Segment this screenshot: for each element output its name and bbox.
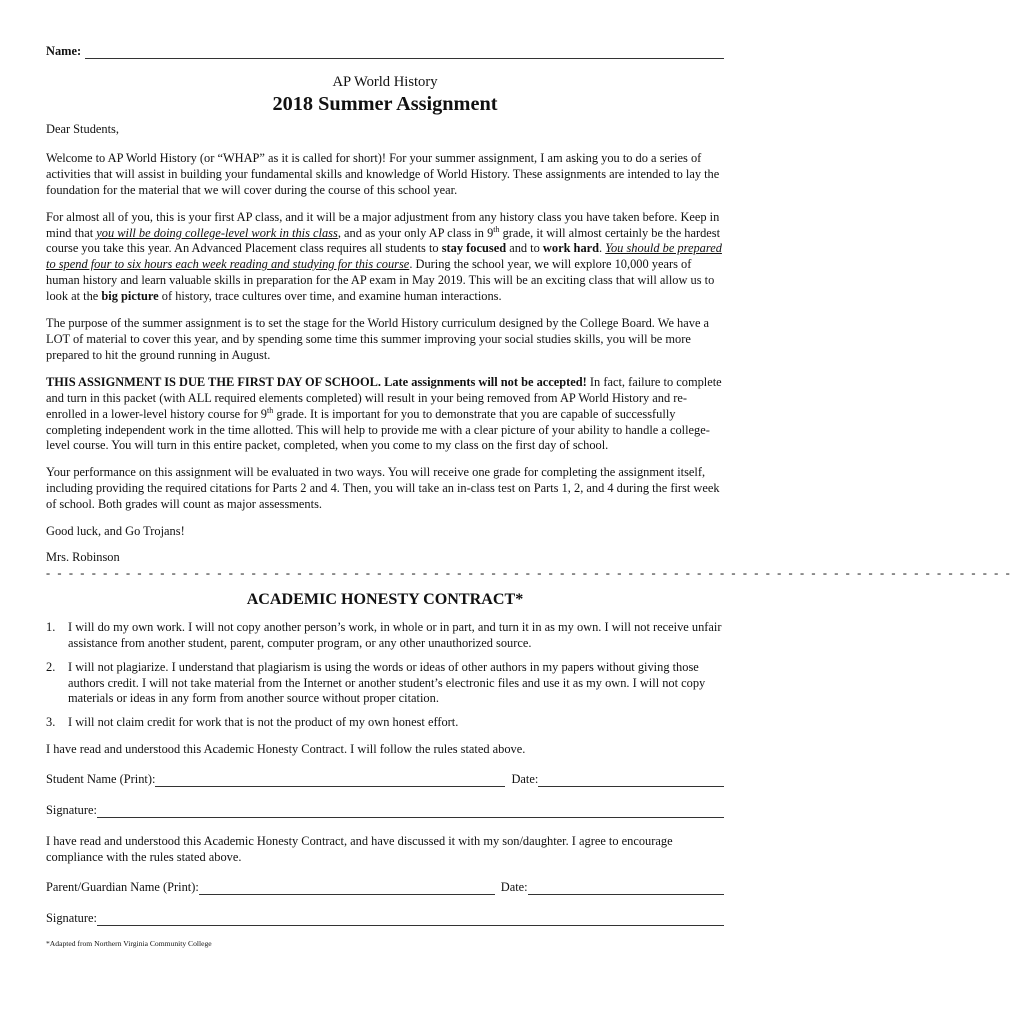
teacher-signoff: Mrs. Robinson (46, 549, 120, 564)
study-hours-emphasis: You should be prepared to spend four to six hours each week reading and studying for this course (46, 241, 722, 272)
footnote: *Adapted from Northern Virginia Community College (46, 939, 212, 948)
college-level-emphasis: you will be doing college-level work in this class (96, 225, 338, 240)
parent-date-label: Date: (500, 880, 528, 894)
salutation: Dear Students, (46, 122, 119, 136)
parent-signature-label: Signature: (46, 911, 97, 925)
student-date-label: Date: (511, 772, 539, 787)
parent-acknowledgement: I have read and understood this Academic Honesty Contract, and have discussed it with my son/daughter. I agree to encourage compliance with the rules stated above. (46, 834, 673, 865)
parent-name-field[interactable] (199, 883, 495, 895)
list-item: 3. I will not claim credit for work that is not the product of my own honest effort. (46, 715, 459, 730)
student-name-label: Student Name (Print): (46, 772, 156, 787)
due-date-warning: THIS ASSIGNMENT IS DUE THE FIRST DAY OF SCHOOL. Late assignments will not be accepted! (46, 374, 587, 389)
parent-date-field[interactable] (528, 883, 724, 895)
grading-paragraph: Your performance on this assignment will be evaluated in two ways. You will receive one grade for completing the assignment itself, including providing the required citations for Parts 2 and 4. Then, you will take an in-class test on Parts 1, 2, and 4 during the first week of school. Both grades will count as major assessments. (46, 465, 720, 512)
list-item: 1. I will do my own work. I will not copy another person’s work, in whole or in part, and turn it in as my own. I will not receive unfair assistance from another student, parent, computer program, or any other unauthorized source. (46, 619, 722, 650)
student-date-field[interactable] (538, 775, 724, 787)
cut-line-separator: - - - - - - - - - - - - - - - - - - - - - - - - - - - - - - - - - - - - - - - - - - - - - - - - - - - - - - - - - - - - - - - - - - - - - - - - - - - - - - - - - - - - - (46, 565, 1012, 580)
closing-line: Good luck, and Go Trojans! (46, 524, 185, 539)
page-title: 2018 Summer Assignment (272, 93, 498, 115)
parent-signature-row (46, 911, 724, 926)
work-hard-emphasis: work hard (542, 241, 600, 256)
welcome-paragraph: Welcome to AP World History (or “WHAP” as it is called for short)! For your summer assignment, I am asking you to do a series of activities that will assist in building your fundamental skills and knowledge of World History. These assignments are intended to lay the foundation for the material that we will cover during the course of this school year. (46, 150, 720, 197)
expectations-paragraph: For almost all of you, this is your first AP class, and it will be a major adjustment from any history class you have taken before. Keep in mind that you will be doing college-level work in this class, and as your only AP class in 9th grade, it will almost certainly be the hardest course you take this year. An Advanced Placement class requires all students to stay focused and to work hard. You should be prepared to spend four to six hours each week reading and studying for this course. During the school year, we will explore 10,000 years of human history and learn valuable skills in preparation for the AP exam in May 2019. This will be an exciting class that will allow us to look at the big picture of history, trace cultures over time, and examine human interactions. (46, 209, 722, 304)
student-acknowledgement: I have read and understood this Academic Honesty Contract. I will follow the rules stated above. (46, 742, 526, 757)
student-name-row (46, 772, 724, 787)
parent-signature-field[interactable] (97, 914, 724, 926)
parent-name-label: Parent/Guardian Name (Print): (46, 880, 199, 894)
contract-rules-list (46, 620, 724, 731)
student-name-field[interactable] (155, 775, 505, 787)
big-picture-emphasis: big picture (101, 289, 159, 304)
name-blank-line (85, 47, 724, 59)
due-date-paragraph: THIS ASSIGNMENT IS DUE THE FIRST DAY OF SCHOOL. Late assignments will not be accepted! In fact, failure to complete and turn in this packet (with ALL required elements completed) will result in your being removed from AP World History and re-enrolled in a lower-level history course for 9th grade. It is important for you to demonstrate that you are capable of successfully completing independent work in the time allotted. This will help to provide me with a clear picture of your ability to handle a college-level course. You will turn in this entire packet, completed, when you come to my class on the first day of school. (46, 374, 722, 453)
stay-focused-emphasis: stay focused (441, 241, 507, 256)
purpose-paragraph: The purpose of the summer assignment is to set the stage for the World History curriculum designed by the College Board. We have a LOT of material to cover this year, and by spending some time this summer improving your social studies skills, you will be more prepared to hit the ground running in August. (46, 316, 710, 362)
contract-title: ACADEMIC HONESTY CONTRACT* (246, 590, 524, 608)
list-item: 2. I will not plagiarize. I understand that plagiarism is using the words or ideas of other authors in my papers without giving those authors credit. I will not take material from the Internet or another student’s electronic files and use it as my own. I will not copy materials or ideas in any form from another source without proper citation. (46, 659, 706, 706)
student-signature-field[interactable] (97, 806, 724, 818)
course-name: AP World History (332, 74, 438, 90)
name-field-row (46, 44, 724, 59)
parent-name-row (46, 880, 724, 895)
student-signature-label: Signature: (46, 803, 97, 818)
student-signature-row (46, 803, 724, 818)
name-label: Name: (46, 44, 82, 58)
